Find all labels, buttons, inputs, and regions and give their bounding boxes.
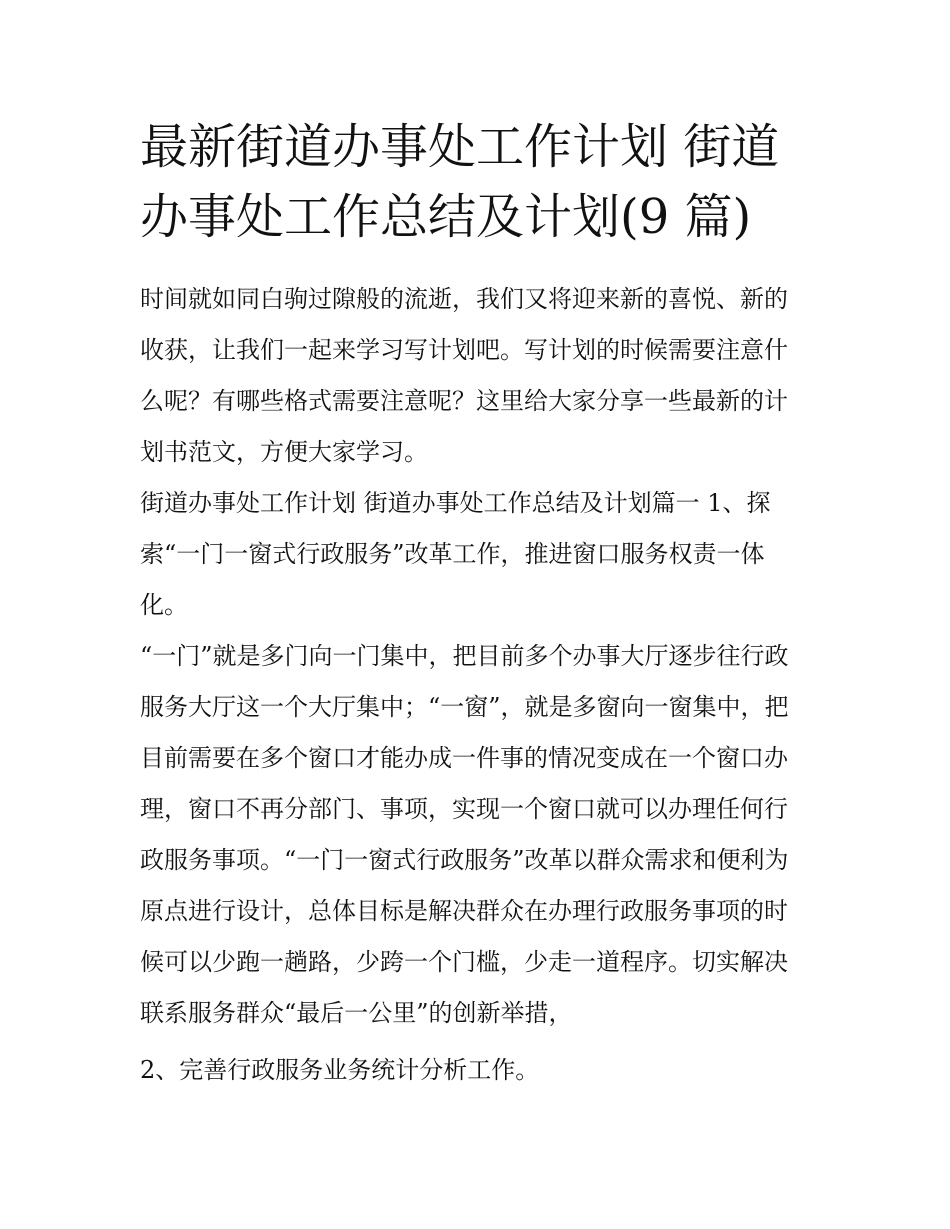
document-title-line-1: 最新街道办事处工作计划 街道 [140, 119, 780, 175]
document-page [140, 112, 818, 1096]
text-line: 服务大厅这一个大厅集中；“一窗”，就是多窗向一窗集中，把 [140, 693, 789, 721]
text-line: 索“一门一窗式行政服务”改革工作，推进窗口服务权责一体 [140, 540, 765, 568]
text-line: 联系服务群众“最后一公里”的创新举措， [140, 999, 573, 1027]
text-line: 候可以少跑一趟路，少跨一个门槛，少走一道程序。切实解决 [140, 948, 788, 976]
document-body [140, 274, 818, 1096]
document-title-line-2: 办事处工作总结及计划(9 篇) [140, 189, 752, 245]
text-line: 理，窗口不再分部门、事项，实现一个窗口就可以办理任何行 [140, 795, 788, 823]
text-line: “一门”就是多门向一门集中，把目前多个办事大厅逐步往行政 [140, 642, 789, 670]
paragraph-one-door-one-window [140, 631, 818, 1039]
text-line: 目前需要在多个窗口才能办成一件事的情况变成在一个窗口办 [140, 744, 788, 772]
paragraph-section-2 [140, 1045, 818, 1096]
text-line: 划书范文，方便大家学习。 [140, 438, 428, 466]
text-line: 街道办事处工作计划 街道办事处工作总结及计划篇一 1、探 [140, 489, 771, 517]
paragraph-section-1 [140, 478, 818, 631]
paragraph-intro [140, 274, 818, 478]
text-line: 收获，让我们一起来学习写计划吧。写计划的时候需要注意什 [140, 336, 788, 364]
text-line: 么呢？有哪些格式需要注意呢？这里给大家分享一些最新的计 [140, 387, 788, 415]
text-line: 时间就如同白驹过隙般的流逝，我们又将迎来新的喜悦、新的 [140, 285, 788, 313]
text-line: 政服务事项。“一门一窗式行政服务”改革以群众需求和便利为 [140, 846, 789, 874]
text-line: 化。 [140, 591, 188, 619]
text-line: 2、完善行政服务业务统计分析工作。 [140, 1056, 540, 1084]
text-line: 原点进行设计，总体目标是解决群众在办理行政服务事项的时 [140, 897, 788, 925]
